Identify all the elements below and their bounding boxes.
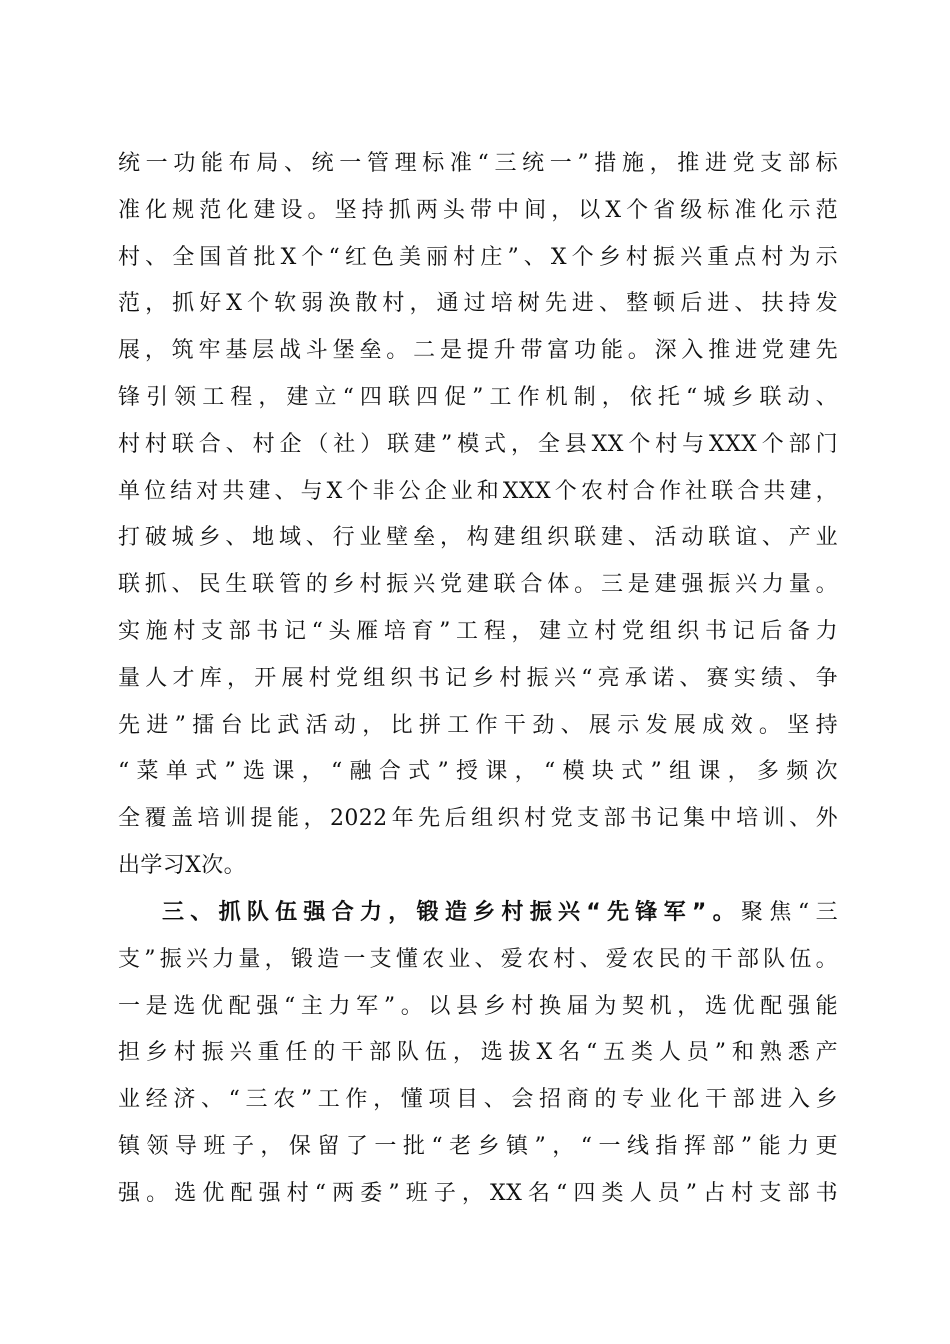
text-line: 单位结对共建、与X个非公企业和XXX个农村合作社联合共建，	[118, 478, 838, 504]
text-line: 先进”擂台比武活动，比拼工作干劲、展示发展成效。坚持	[118, 712, 838, 738]
text-line: 联抓、民生联管的乡村振兴党建联合体。三是建强振兴力量。	[118, 572, 838, 598]
text-line: 担乡村振兴重任的干部队伍，选拔X名“五类人员”和熟悉产	[118, 1040, 838, 1066]
text-line: 展，筑牢基层战斗堡垒。二是提升带富功能。深入推进党建先	[118, 338, 838, 364]
text-line: 准化规范化建设。坚持抓两头带中间，以X个省级标准化示范	[118, 197, 838, 223]
text-line: 打破城乡、地域、行业壁垒，构建组织联建、活动联谊、产业	[118, 525, 838, 551]
text-line: 统一功能布局、统一管理标准“三统一”措施，推进党支部标	[118, 151, 838, 176]
section-heading: 三、抓队伍强合力，锻造乡村振兴“先锋军”。	[162, 900, 741, 925]
text-line: 全覆盖培训提能，2022年先后组织村党支部书记集中培训、外	[118, 806, 838, 832]
text-line: 出学习X次。	[118, 852, 247, 878]
text-line: 支”振兴力量，锻造一支懂农业、爱农村、爱农民的干部队伍。	[118, 946, 838, 972]
text-line: 一是选优配强“主力军”。以县乡村换届为契机，选优配强能	[118, 993, 838, 1019]
paragraph-team-building	[118, 890, 838, 1218]
text-line: 量人才库，开展村党组织书记乡村振兴“亮承诺、赛实绩、争	[118, 665, 838, 691]
text-line: 实施村支部书记“头雁培育”工程，建立村党组织书记后备力	[118, 618, 838, 644]
text-run: 聚焦“三	[740, 900, 838, 925]
text-line: “菜单式”选课，“融合式”授课，“模块式”组课，多频次	[118, 759, 838, 785]
text-line: 范，抓好X个软弱涣散村，通过培树先进、整顿后进、扶持发	[118, 291, 838, 317]
text-line: 镇领导班子，保留了一批“老乡镇”，“一线指挥部”能力更	[118, 1133, 838, 1159]
text-line: 强。选优配强村“两委”班子，XX名“四类人员”占村支部书	[118, 1180, 838, 1206]
paragraph-party-branch-building	[118, 141, 838, 890]
text-line: 业经济、“三农”工作，懂项目、会招商的专业化干部进入乡	[118, 1087, 838, 1113]
text-line: 锋引领工程，建立“四联四促”工作机制，依托“城乡联动、	[118, 384, 838, 410]
text-line: 村、全国首批X个“红色美丽村庄”、X个乡村振兴重点村为示	[118, 244, 838, 270]
heading-line	[118, 890, 838, 937]
text-line: 村村联合、村企（社）联建”模式，全县XX个村与XXX个部门	[118, 431, 838, 457]
